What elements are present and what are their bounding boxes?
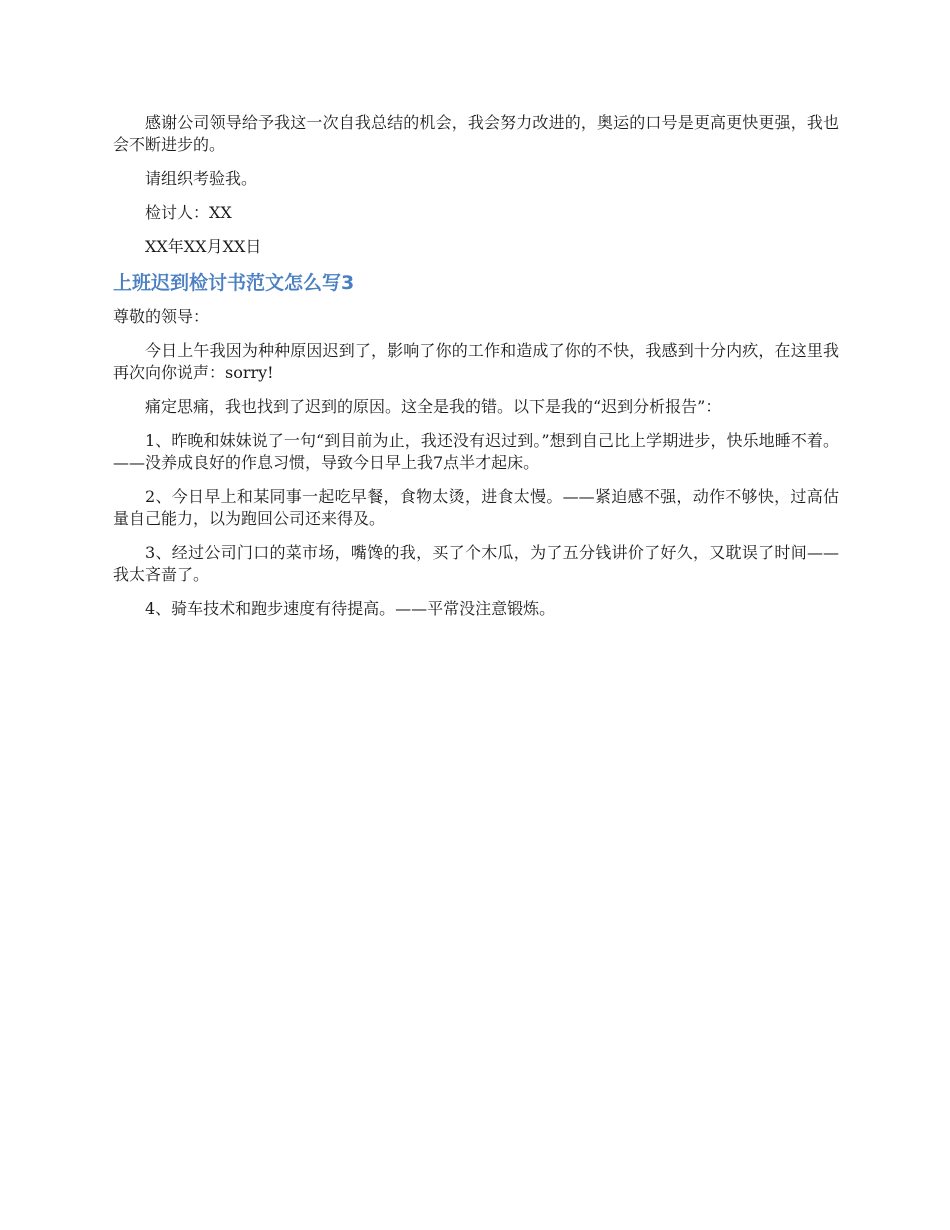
document-page	[113, 112, 839, 632]
body-paragraph: 痛定思痛，我也找到了迟到的原因。这全是我的错。以下是我的“迟到分析报告”：	[145, 397, 722, 416]
salutation: 尊敬的领导：	[113, 307, 210, 326]
request-paragraph: 请组织考验我。	[145, 169, 258, 188]
list-item: 3、经过公司门口的菜市场，嘴馋的我，买了个木瓜，为了五分钱讲价了好久，又耽误了时间——我太吝啬了。	[113, 543, 839, 584]
body-paragraph: 今日上午我因为种种原因迟到了，影响了你的工作和造成了你的不快，我感到十分内疚，在这里我再次向你说声：sorry!	[113, 341, 839, 382]
closing-paragraph: 感谢公司领导给予我这一次自我总结的机会，我会努力改进的，奥运的口号是更高更快更强，我也会不断进步的。	[113, 113, 839, 154]
section-heading: 上班迟到检讨书范文怎么写3	[113, 272, 355, 294]
signer-line: 检讨人：XX	[145, 203, 232, 222]
date-line: XX年XX月XX日	[145, 237, 262, 256]
list-item: 4、骑车技术和跑步速度有待提高。——平常没注意锻炼。	[145, 599, 556, 618]
list-item: 2、今日早上和某同事一起吃早餐，食物太烫，进食太慢。——紧迫感不强，动作不够快，过高估量自己能力，以为跑回公司还来得及。	[113, 487, 839, 528]
list-item: 1、昨晚和妹妹说了一句“到目前为止，我还没有迟过到。”想到自己比上学期进步，快乐地睡不着。——没养成良好的作息习惯，导致今日早上我7点半才起床。	[113, 431, 839, 472]
